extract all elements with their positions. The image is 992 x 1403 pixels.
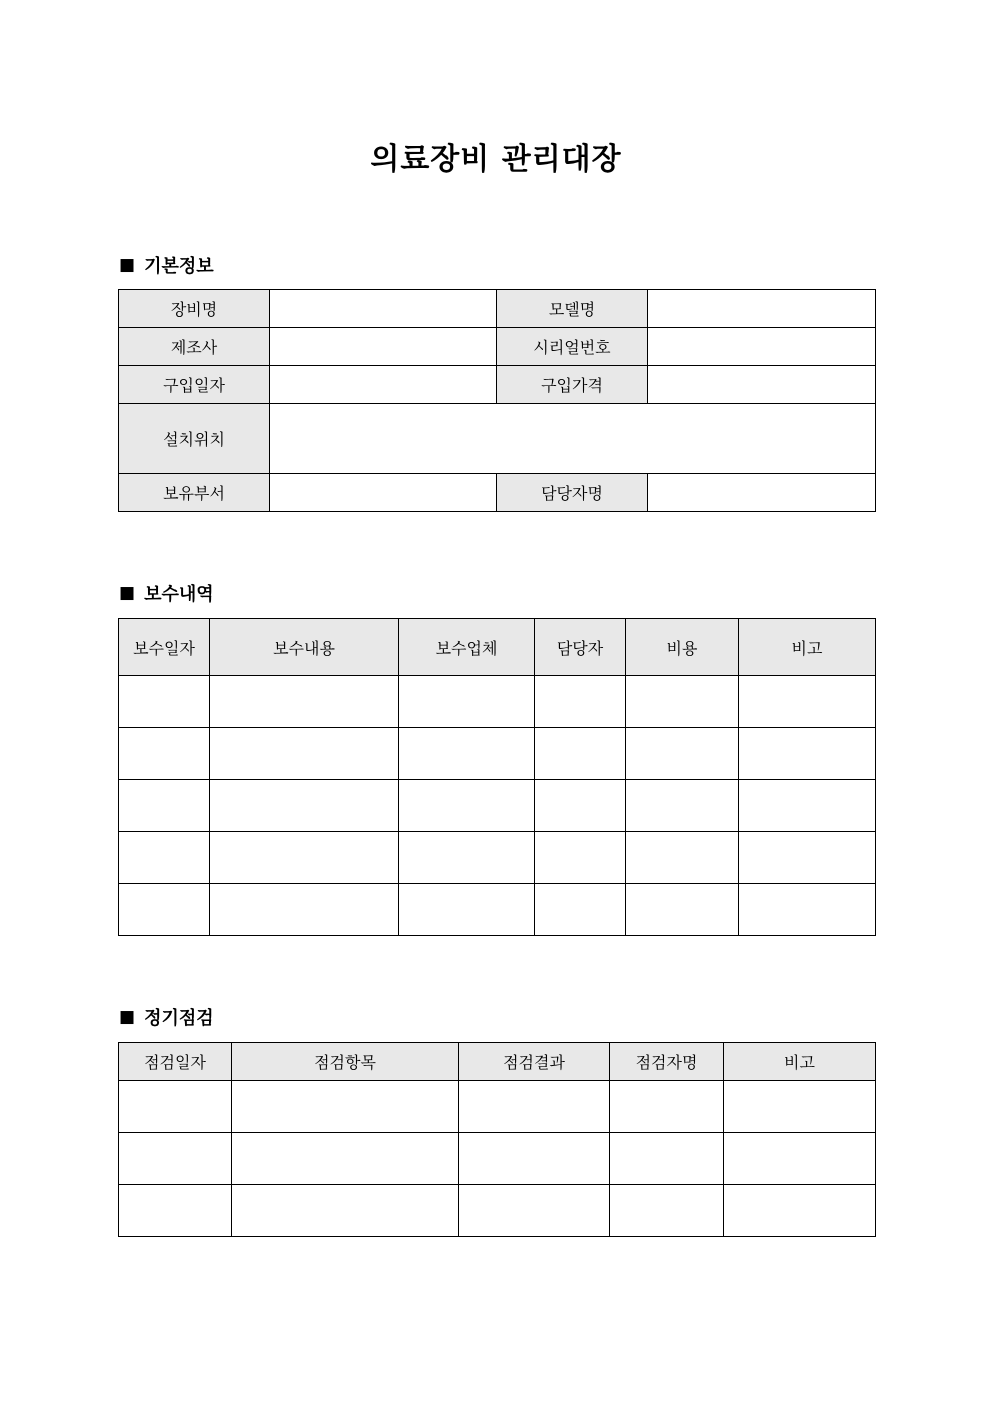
basic-info-table [118, 289, 876, 512]
table-row [119, 366, 876, 404]
table-cell[interactable] [119, 1185, 232, 1237]
table-row [119, 1185, 876, 1237]
table-cell[interactable] [210, 884, 399, 936]
column-header: 비고 [739, 619, 876, 676]
table-cell[interactable] [232, 1133, 459, 1185]
table-cell[interactable] [119, 676, 210, 728]
square-bullet-icon: ■ [119, 1007, 136, 1027]
inspection-table [118, 1042, 876, 1237]
table-cell[interactable] [724, 1081, 876, 1133]
table-cell[interactable] [399, 728, 535, 780]
table-cell[interactable] [610, 1081, 724, 1133]
table-cell[interactable] [626, 832, 739, 884]
table-cell[interactable] [119, 1133, 232, 1185]
column-header: 점검항목 [232, 1043, 459, 1081]
table-cell[interactable] [399, 780, 535, 832]
table-cell[interactable] [459, 1133, 610, 1185]
table-cell[interactable] [232, 1185, 459, 1237]
field-label: 장비명 [119, 290, 270, 328]
table-cell[interactable] [119, 1081, 232, 1133]
field-value-cell[interactable] [270, 328, 497, 366]
table-cell[interactable] [626, 728, 739, 780]
table-header-row [119, 619, 876, 676]
table-cell[interactable] [739, 884, 876, 936]
field-label: 구입일자 [119, 366, 270, 404]
square-bullet-icon: ■ [119, 583, 136, 603]
field-value-cell[interactable] [648, 328, 876, 366]
field-value-cell[interactable] [270, 366, 497, 404]
table-cell[interactable] [610, 1133, 724, 1185]
field-value-cell[interactable] [270, 404, 876, 474]
table-cell[interactable] [626, 884, 739, 936]
square-bullet-icon: ■ [119, 255, 136, 275]
field-value-cell[interactable] [648, 474, 876, 512]
column-header: 보수일자 [119, 619, 210, 676]
table-row [119, 404, 876, 474]
section-title: 정기점검 [144, 1008, 214, 1029]
table-cell[interactable] [119, 728, 210, 780]
field-label: 담당자명 [497, 474, 648, 512]
section-heading-repair-history [119, 581, 214, 605]
table-cell[interactable] [399, 676, 535, 728]
column-header: 점검일자 [119, 1043, 232, 1081]
table-cell[interactable] [535, 832, 626, 884]
section-title: 기본정보 [144, 256, 214, 277]
column-header: 비용 [626, 619, 739, 676]
field-value-cell[interactable] [648, 290, 876, 328]
table-cell[interactable] [119, 884, 210, 936]
table-cell[interactable] [535, 780, 626, 832]
field-value-cell[interactable] [270, 290, 497, 328]
table-cell[interactable] [739, 780, 876, 832]
table-cell[interactable] [399, 884, 535, 936]
table-cell[interactable] [535, 676, 626, 728]
table-row [119, 884, 876, 936]
table-cell[interactable] [399, 832, 535, 884]
table-cell[interactable] [210, 676, 399, 728]
table-row [119, 474, 876, 512]
table-cell[interactable] [724, 1133, 876, 1185]
table-cell[interactable] [210, 832, 399, 884]
table-cell[interactable] [210, 780, 399, 832]
table-cell[interactable] [739, 676, 876, 728]
table-cell[interactable] [535, 728, 626, 780]
field-value-cell[interactable] [648, 366, 876, 404]
table-row [119, 1133, 876, 1185]
table-cell[interactable] [210, 728, 399, 780]
table-row [119, 728, 876, 780]
field-label: 모델명 [497, 290, 648, 328]
column-header: 점검자명 [610, 1043, 724, 1081]
table-cell[interactable] [119, 832, 210, 884]
table-cell[interactable] [626, 780, 739, 832]
table-row [119, 328, 876, 366]
field-label: 구입가격 [497, 366, 648, 404]
table-cell[interactable] [610, 1185, 724, 1237]
table-cell[interactable] [739, 728, 876, 780]
table-cell[interactable] [535, 884, 626, 936]
table-cell[interactable] [119, 780, 210, 832]
section-title: 보수내역 [144, 584, 214, 605]
section-heading-inspection [119, 1005, 214, 1029]
column-header: 점검결과 [459, 1043, 610, 1081]
table-header-row [119, 1043, 876, 1081]
table-cell[interactable] [459, 1081, 610, 1133]
table-row [119, 832, 876, 884]
field-label: 보유부서 [119, 474, 270, 512]
field-label: 시리얼번호 [497, 328, 648, 366]
table-cell[interactable] [459, 1185, 610, 1237]
repair-history-table [118, 618, 876, 936]
column-header: 담당자 [535, 619, 626, 676]
column-header: 비고 [724, 1043, 876, 1081]
table-cell[interactable] [739, 832, 876, 884]
page-title: 의료장비 관리대장 [370, 142, 622, 177]
field-value-cell[interactable] [270, 474, 497, 512]
field-label: 설치위치 [119, 404, 270, 474]
column-header: 보수내용 [210, 619, 399, 676]
table-row [119, 676, 876, 728]
table-row [119, 1081, 876, 1133]
table-row [119, 290, 876, 328]
column-header: 보수업체 [399, 619, 535, 676]
table-row [119, 780, 876, 832]
table-cell[interactable] [724, 1185, 876, 1237]
section-heading-basic-info [119, 253, 214, 277]
table-cell[interactable] [626, 676, 739, 728]
field-label: 제조사 [119, 328, 270, 366]
table-cell[interactable] [232, 1081, 459, 1133]
